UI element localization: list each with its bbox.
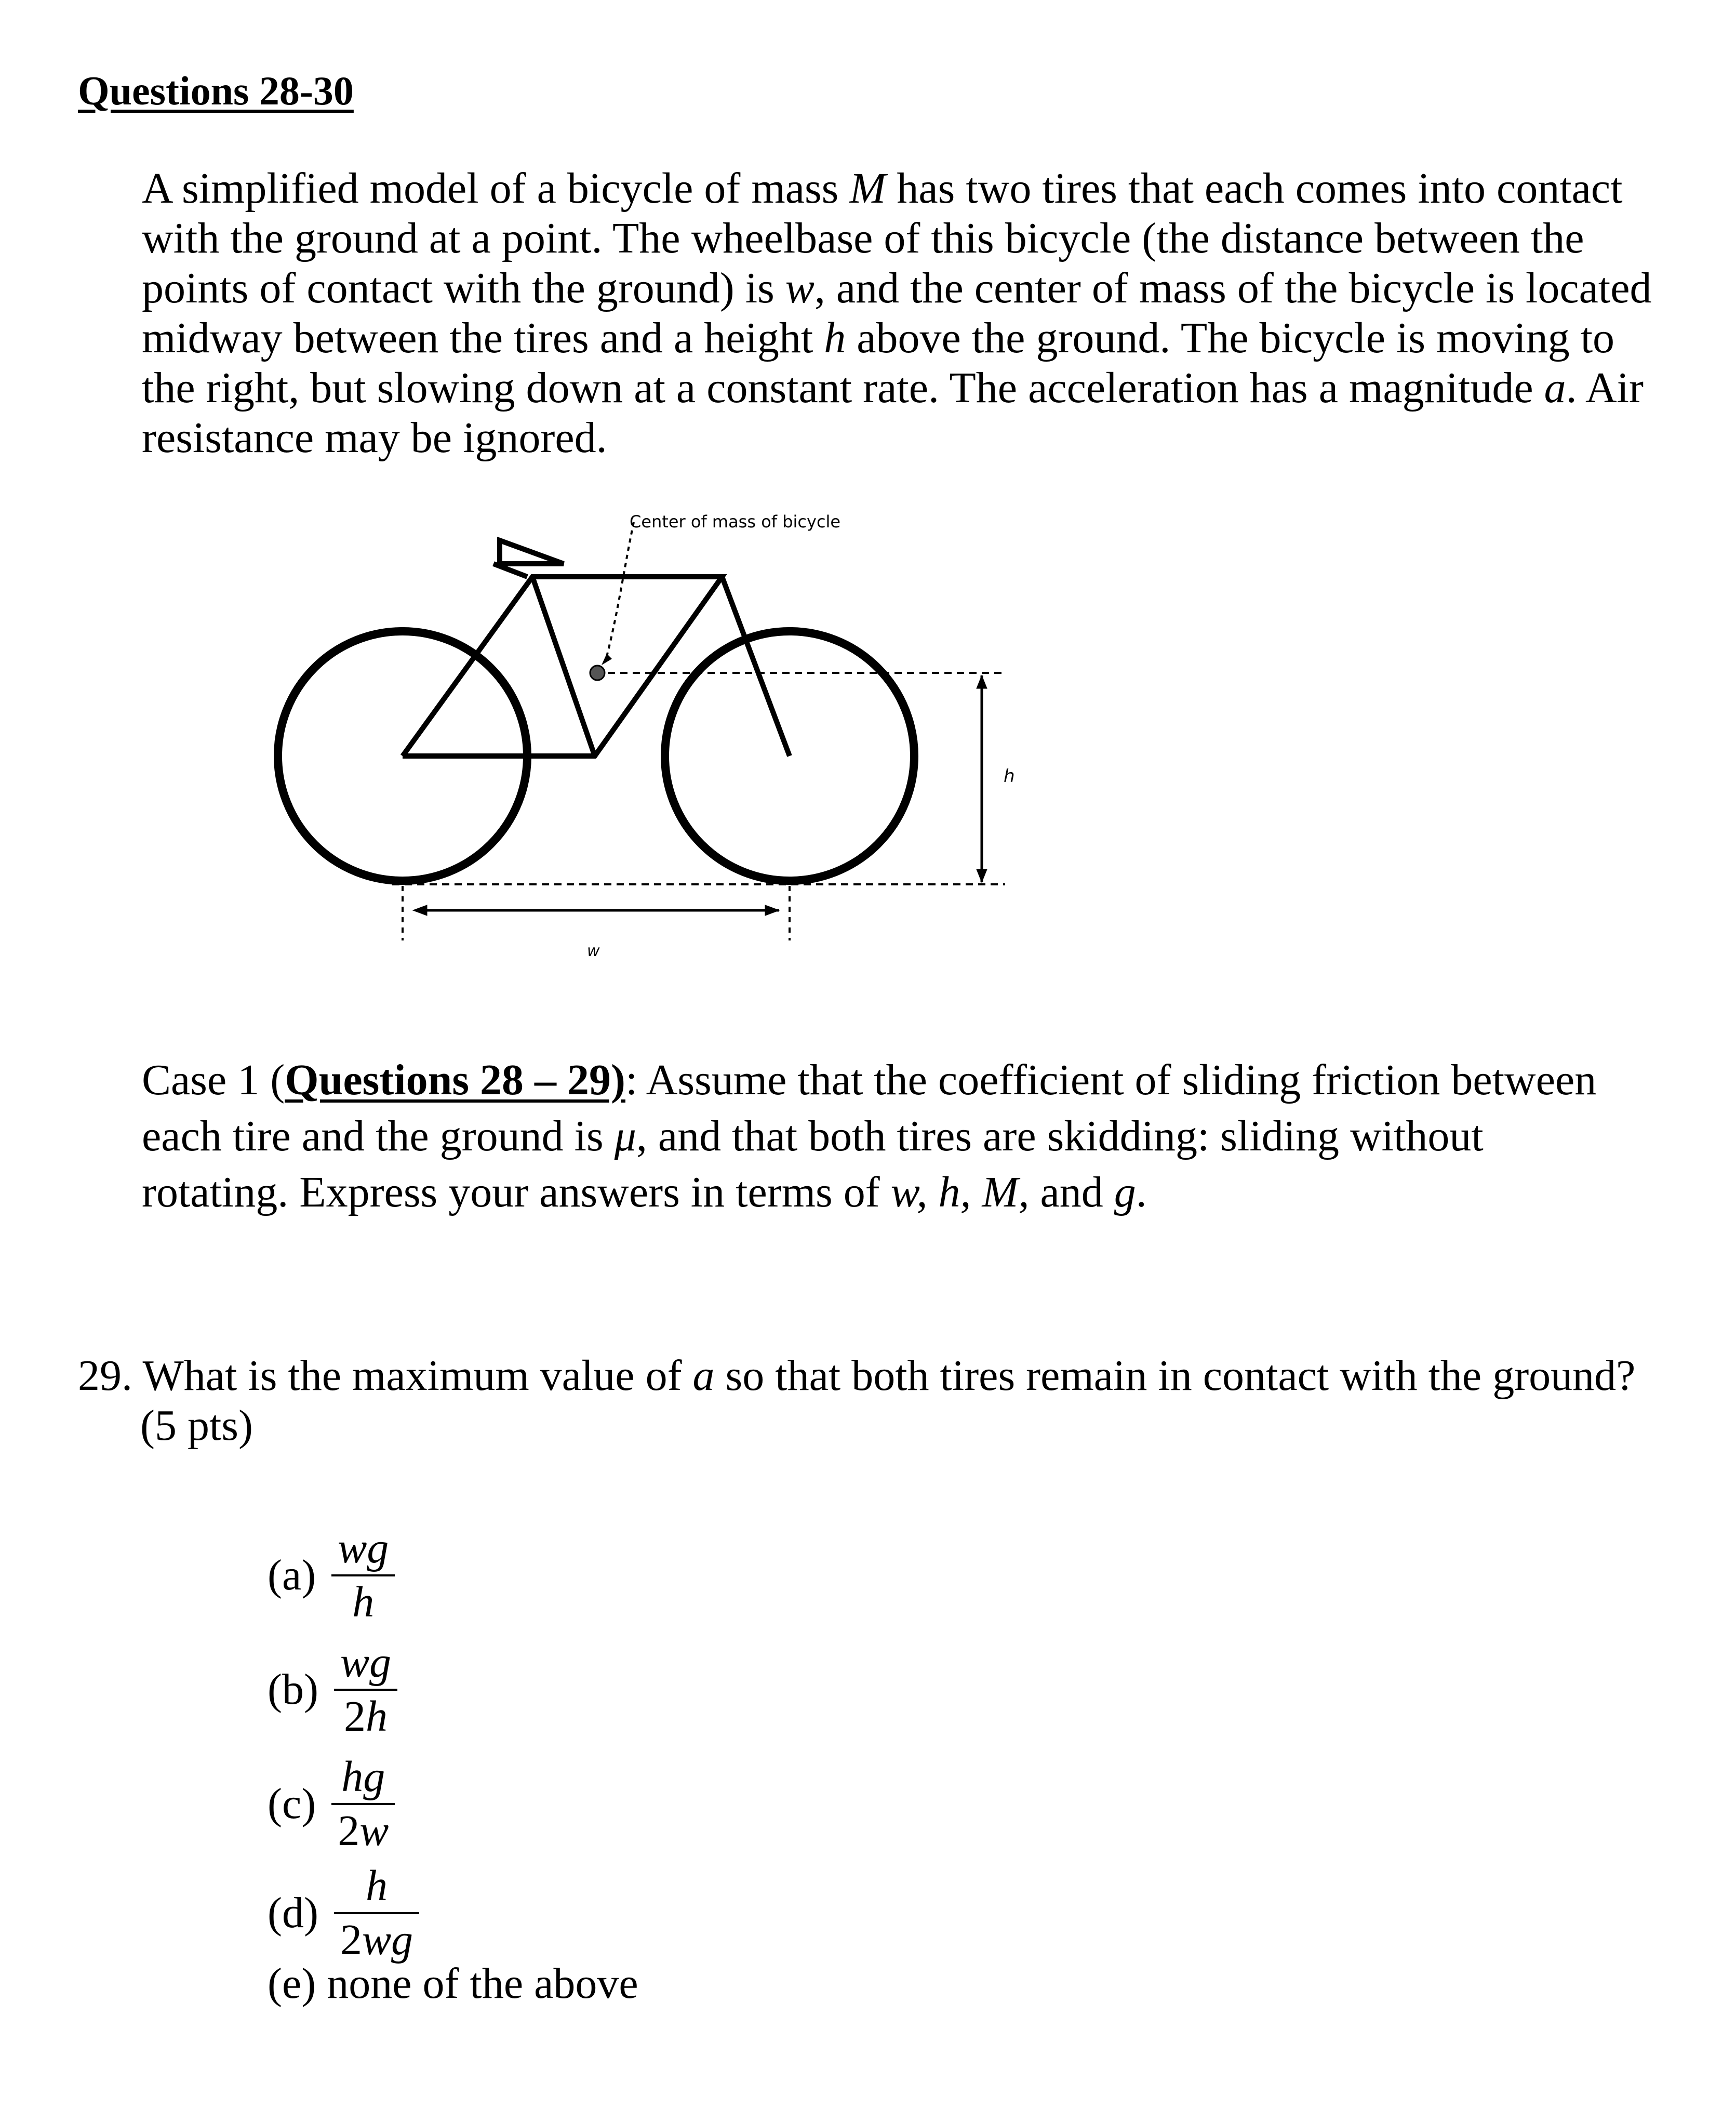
case-line-2: each tire and the ground is μ, and that both tires are skidding: sliding without [142, 1112, 1484, 1160]
choice-d-fraction: $\frac{h}{2wg}$ [334, 1860, 419, 1966]
choice-c-label: (c) [268, 1780, 316, 1828]
intro-line-3: points of contact with the ground) is w, and the center of mass of the bicycle is located [142, 264, 1652, 312]
intro-line-4: midway between the tires and a height h above the ground. The bicycle is moving to [142, 314, 1615, 362]
com-label: Center of mass of bicycle [630, 512, 841, 532]
bicycle-diagram [260, 499, 1029, 998]
center-of-mass-dot [590, 666, 605, 680]
question-number: 29. [78, 1351, 132, 1400]
bicycle-seat [500, 540, 564, 564]
choice-d-label: (d) [268, 1889, 318, 1937]
case-line-3: rotating. Express your answers in terms of w, h, M, and g. [142, 1168, 1147, 1216]
height-dimension [977, 675, 987, 882]
choice-a-label: (a) [268, 1551, 316, 1599]
section-heading: Questions 28-30 [78, 68, 354, 113]
intro-line-2: with the ground at a point. The wheelbase of this bicycle (the distance between the [142, 214, 1584, 262]
mu-symbol: μ [614, 1112, 636, 1160]
com-pointer-line [605, 522, 634, 662]
w-label: w [587, 942, 600, 960]
bicycle-frame [403, 564, 790, 756]
case-1-description [142, 1052, 1700, 1221]
question-line: 29. What is the maximum value of a so that both tires remain in contact with the ground? [78, 1351, 1636, 1400]
com-pointer-arrowhead [602, 654, 612, 665]
choice-e[interactable]: (e) none of the above [268, 1959, 638, 2008]
intro-line-1: A simplified model of a bicycle of mass M has two tires that each comes into contact [142, 164, 1623, 213]
choice-c-fraction: $\frac{hg}{2w}$ [331, 1751, 395, 1857]
intro-line-6: resistance may be ignored. [142, 414, 607, 462]
bicycle-svg [260, 499, 1029, 998]
question-points: (5 pts) [140, 1401, 253, 1450]
choice-b-label: (b) [268, 1665, 318, 1714]
problem-description [142, 164, 1700, 463]
choice-a[interactable] [268, 1522, 395, 1628]
wheelbase-dimension [413, 905, 779, 916]
choice-b-fraction: $\frac{wg}{2h}$ [334, 1637, 397, 1743]
intro-line-5: the right, but slowing down at a constant rate. The acceleration has a magnitude a. Air [142, 364, 1644, 412]
case-line-1: Case 1 (Questions 28 – 29): Assume that the coefficient of sliding friction between [142, 1056, 1597, 1104]
choice-a-fraction: $\frac{wg}{h}$ [331, 1522, 395, 1628]
choice-b[interactable] [268, 1637, 397, 1743]
choice-c[interactable] [268, 1751, 395, 1857]
question-29 [78, 1351, 1688, 1451]
h-label: h [1004, 766, 1015, 787]
choice-d[interactable] [268, 1860, 419, 1966]
questions-reference: Questions 28 – 29) [285, 1056, 625, 1104]
